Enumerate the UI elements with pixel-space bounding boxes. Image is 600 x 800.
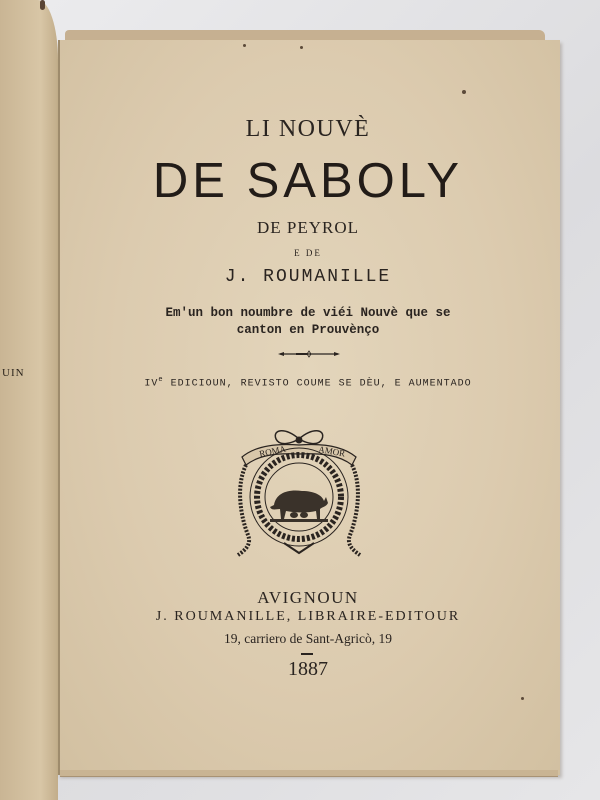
stain	[40, 0, 45, 10]
foxing-spot	[462, 90, 466, 94]
subtitle-line-1: Em'un bon noumbre de viéi Nouvè que se	[165, 306, 451, 320]
main-title: DE SABOLY	[152, 154, 464, 208]
publication-year: 1887	[288, 658, 328, 680]
subtitle-line-2: canton en Prouvènço	[236, 323, 380, 337]
emblem-banner-left: ROMA	[258, 443, 287, 459]
she-wolf-wreath-emblem-icon	[234, 425, 364, 560]
edition-number: IV	[144, 378, 159, 390]
foxing-spot	[243, 44, 246, 47]
address: 19, carriero de Sant-Agricò, 19	[224, 631, 392, 646]
edition-line	[58, 376, 558, 389]
edition-text: EDICIOUN, REVISTO COUME SE DÈU, E AUMENTADO	[163, 378, 472, 390]
foxing-spot	[521, 697, 524, 700]
left-page	[0, 0, 58, 800]
divider-dash	[301, 653, 313, 655]
left-page-text-fragment: UIN	[2, 367, 25, 379]
publisher: J. ROUMANILLE, LIBRAIRE-EDITOUR	[155, 609, 461, 624]
book-bottom-edge	[60, 770, 558, 777]
emblem-banner-right: AMOR	[317, 444, 346, 459]
foxing-spot	[300, 46, 303, 49]
subtitle	[58, 305, 558, 339]
edition-superscript: e	[158, 376, 164, 384]
ornament-divider-icon	[276, 349, 342, 359]
city: AVIGNOUN	[257, 588, 359, 607]
title-line-4: E DE	[294, 248, 322, 258]
title-line-3: DE PEYROL	[256, 218, 360, 237]
author-name: J. ROUMANILLE	[224, 267, 392, 287]
title-line-1: LI NOUVÈ	[245, 116, 371, 142]
